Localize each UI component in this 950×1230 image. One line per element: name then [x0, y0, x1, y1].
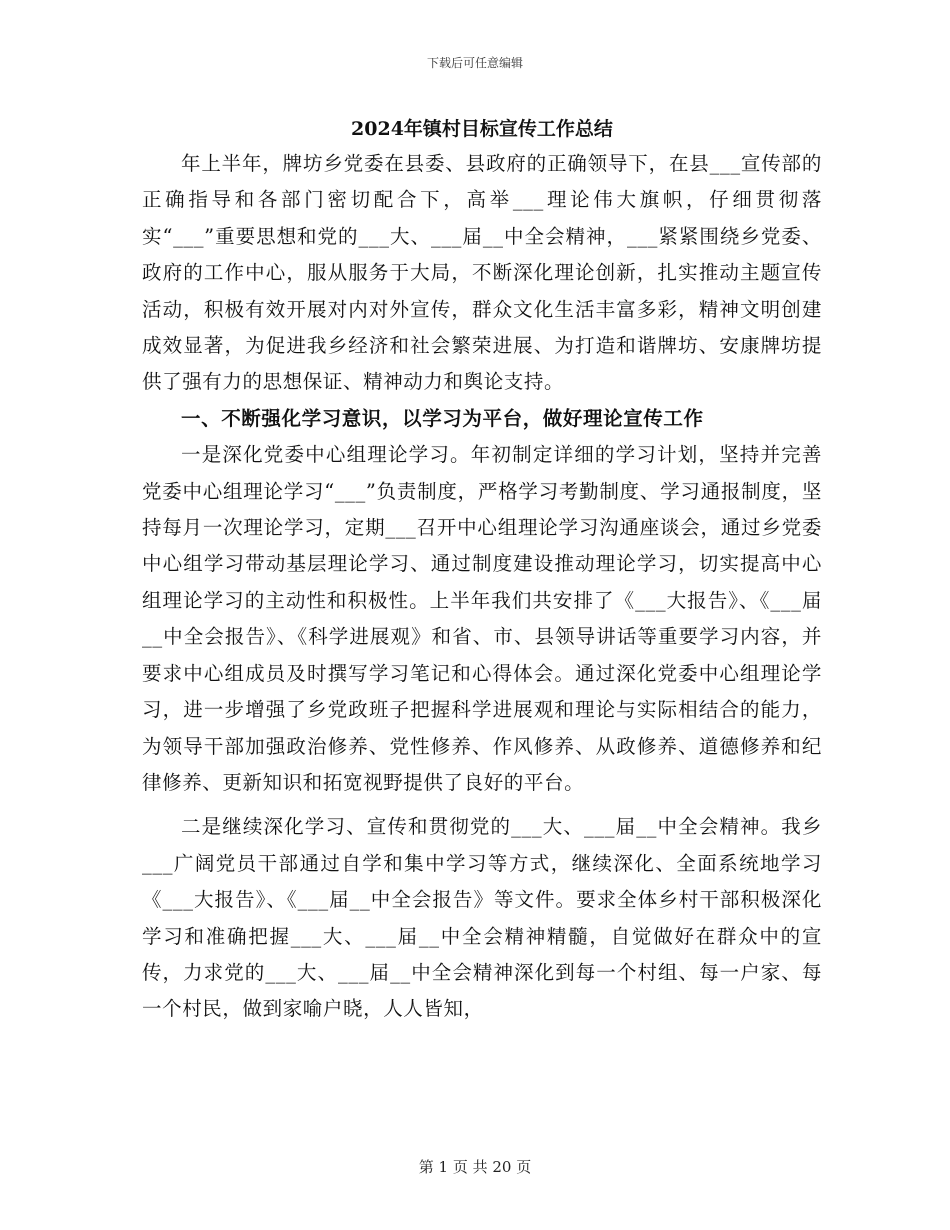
document-title: 2024年镇村目标宣传工作总结: [351, 118, 613, 140]
section-1-paragraph-1: 一是深化党委中心组理论学习。年初制定详细的学习计划，坚持并完善党委中心组理论学习“___”负责制度，严格学习考勤制度、学习通报制度，坚持每月一次理论学习，定期___召开中心组理论学习沟通座谈会，通过乡党委中心组学习带动基层理论学习、通过制度建设推动理论学习，切实提高中心组理论学习的主动性和积极性。上半年我们共安排了《___大报告》、《___届__中全会报告》、《科学进展观》和省、市、县领导讲话等重要学习内容，并要求中心组成员及时撰写学习笔记和心得体会。通过深化党委中心组理论学习，进一步增强了乡党政班子把握科学进展观和理论与实际相结合的能力，为领导干部加强政治修养、党性修养、作风修养、从政修养、道德修养和纪律修养、更新知识和拓宽视野提供了良好的平台。: [142, 443, 822, 794]
section-1-paragraph-2: 二是继续深化学习、宣传和贯彻党的___大、___届__中全会精神。我乡___广阔党员干部通过自学和集中学习等方式，继续深化、全面系统地学习《___大报告》、《___届__中全会报告》等文件。要求全体乡村干部积极深化学习和准确把握___大、___届__中全会精神精髓，自觉做好在群众中的宣传，力求党的___大、___届__中全会精神深化到每一个村组、每一户家、每一个村民，做到家喻户晓，人人皆知，: [142, 815, 822, 1021]
document-body: [142, 112, 822, 1028]
intro-paragraph: 年上半年，牌坊乡党委在县委、县政府的正确领导下，在县___宣传部的正确指导和各部门密切配合下，高举___理论伟大旗帜，仔细贯彻落实“___”重要思想和党的___大、___届__中全会精神，___紧紧围绕乡党委、政府的工作中心，服从服务于大局，不断深化理论创新，扎实推动主题宣传活动，积极有效开展对内对外宣传，群众文化生活丰富多彩，精神文明创建成效显著，为促进我乡经济和社会繁荣进展、为打造和谐牌坊、安康牌坊提供了强有力的思想保证、精神动力和舆论支持。: [142, 152, 822, 394]
page-number: 第 1 页 共 20 页: [418, 1158, 532, 1176]
page-header-note: 下载后可任意编辑: [426, 56, 523, 70]
paragraph-gap: [142, 801, 822, 809]
section-1-heading: 一、不断强化学习意识，以学习为平台，做好理论宣传工作: [181, 406, 704, 430]
